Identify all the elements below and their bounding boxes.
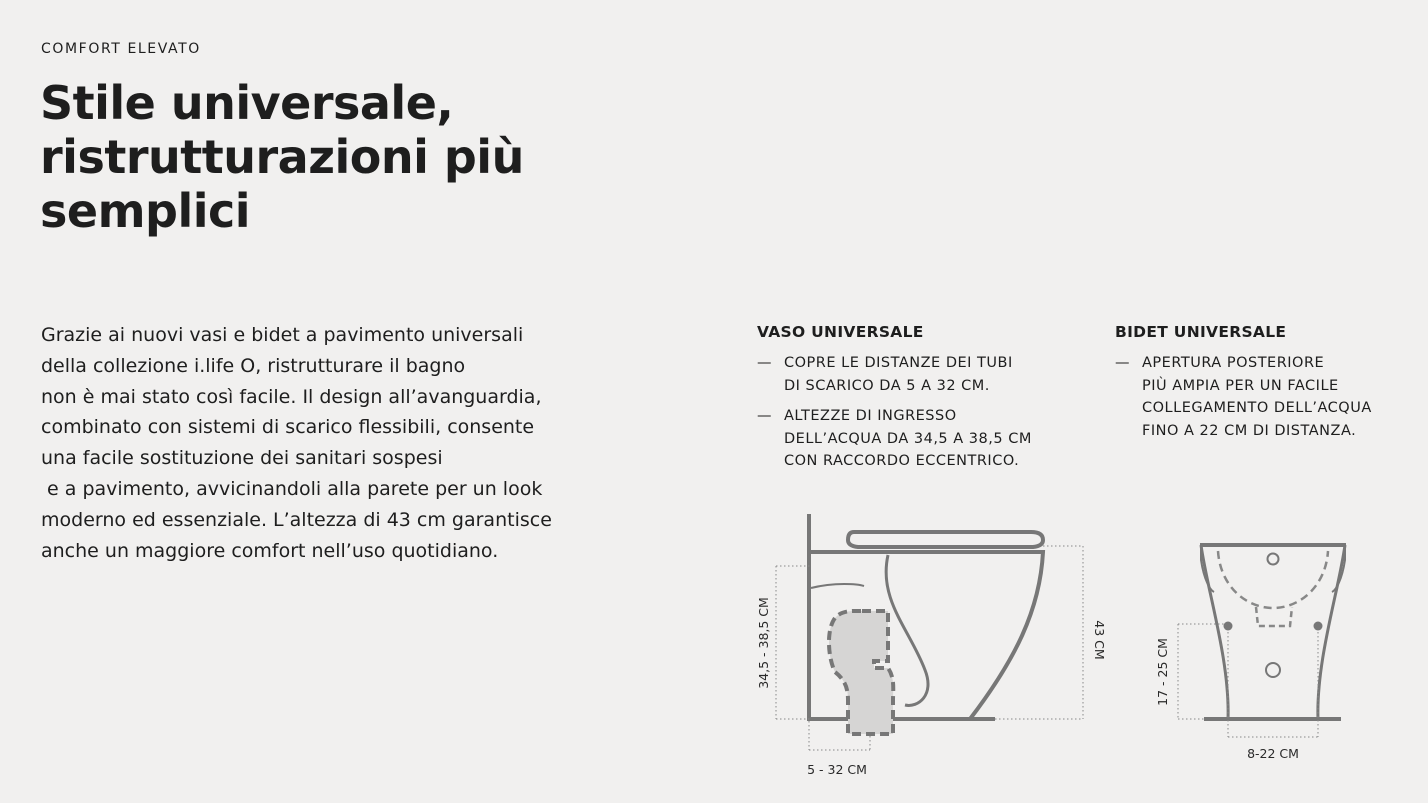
body-line: non è mai stato così facile. Il design all’avanguardia, <box>41 385 542 408</box>
bidet-front-view-drawing <box>1155 545 1346 761</box>
vaso-spec-line: ALTEZZE DI INGRESSO <box>784 408 957 424</box>
vaso-spec-line: DI SCARICO DA 5 A 32 CM. <box>784 377 990 394</box>
dim-label-bidet-width: 8-22 CM <box>1247 746 1299 761</box>
bidet-spec-line: PIÙ AMPIA PER UN FACILE <box>1142 377 1339 394</box>
bidet-spec-line: APERTURA POSTERIORE <box>1142 355 1325 371</box>
drain-pipe-shape <box>829 611 893 734</box>
bidet-spec-line: COLLEGAMENTO DELL’ACQUA <box>1142 400 1372 416</box>
dim-label-bidet-height: 17 - 25 CM <box>1155 638 1170 706</box>
body-line: e a pavimento, avvicinandoli alla parete per un look <box>41 477 543 500</box>
vaso-spec-line: COPRE LE DISTANZE DEI TUBI <box>784 355 1013 371</box>
dash-bullet: — <box>1115 355 1130 371</box>
bidet-inlet-dot <box>1314 622 1323 631</box>
bidet-heading: BIDET UNIVERSALE <box>1115 323 1287 341</box>
bidet-side-outline <box>1201 545 1228 719</box>
toilet-rim-line <box>811 584 864 588</box>
title-line: Stile universale, <box>40 76 454 130</box>
title-line: ristrutturazioni più <box>40 130 524 184</box>
dim-label-height-range: 34,5 - 38,5 CM <box>756 597 771 689</box>
body-line: Grazie ai nuovi vasi e bidet a pavimento universali <box>41 324 524 346</box>
vaso-heading: VASO UNIVERSALE <box>757 323 924 341</box>
bidet-spec-line: FINO A 22 CM DI DISTANZA. <box>1142 422 1357 439</box>
bidet-side-outline <box>1318 545 1345 719</box>
toilet-lid-shape <box>848 532 1043 547</box>
bidet-drain-hole <box>1266 663 1280 677</box>
body-line: moderno ed essenziale. L’altezza di 43 cm garantisce <box>41 508 552 531</box>
dash-bullet: — <box>757 355 772 371</box>
dash-bullet: — <box>757 408 772 424</box>
bidet-tap-hole <box>1268 554 1279 565</box>
vaso-spec-line: DELL’ACQUA DA 34,5 A 38,5 CM <box>784 430 1032 447</box>
bidet-inlet-dot <box>1224 622 1233 631</box>
bidet-basin-curve <box>1218 551 1328 608</box>
dim-label-total-height: 43 CM <box>1092 620 1107 660</box>
title-line: semplici <box>40 184 251 238</box>
dim-label-offset: 5 - 32 CM <box>807 762 867 777</box>
body-line: anche un maggiore comfort nell’uso quotidiano. <box>41 539 499 562</box>
body-line: una facile sostituzione dei sanitari sospesi <box>41 447 443 470</box>
body-line: della collezione i.life O, ristrutturare il bagno <box>41 354 466 377</box>
body-line: combinato con sistemi di scarico flessibili, consente <box>41 416 535 439</box>
toilet-side-view-drawing <box>756 514 1107 777</box>
bidet-trap-shape <box>1256 607 1292 626</box>
eyebrow-label: COMFORT ELEVATO <box>41 41 201 57</box>
vaso-spec-line: CON RACCORDO ECCENTRICO. <box>784 453 1020 469</box>
